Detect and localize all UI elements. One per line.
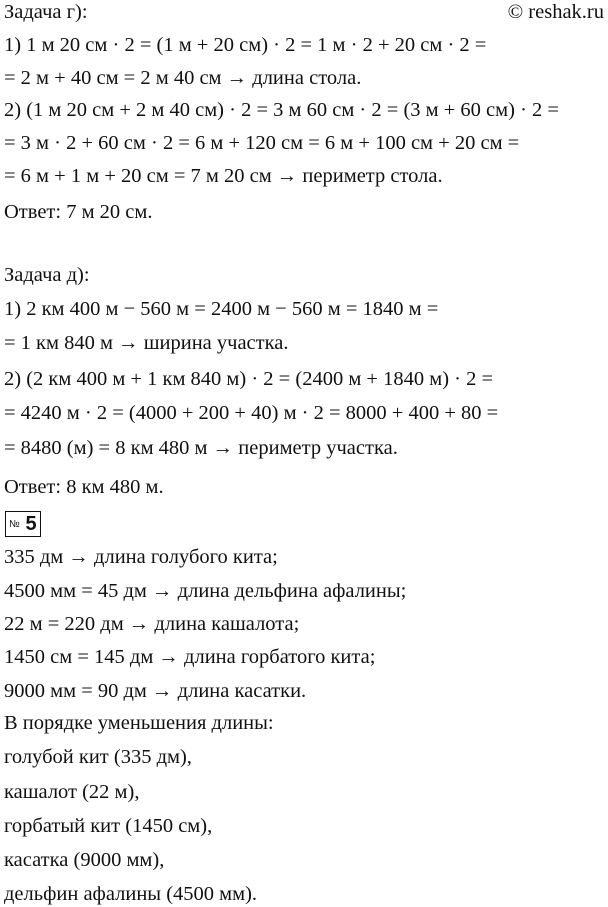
text-line: В порядке уменьшения длины:	[4, 712, 274, 734]
answer-line: Ответ: 7 м 20 см.	[4, 201, 153, 223]
task-g-title: Задача г):	[4, 1, 88, 23]
task-number-badge	[5, 511, 41, 537]
text-line: 2) (1 м 20 см + 2 м 40 см) · 2 = 3 м 60 см · 2 = (3 м + 60 см) · 2 =	[4, 99, 559, 121]
text-line: 22 м = 220 дм → длина кашалота;	[4, 613, 300, 635]
text-line: 1) 1 м 20 см · 2 = (1 м + 20 см) · 2 = 1 м · 2 + 20 см · 2 =	[4, 34, 487, 56]
text-line: касатка (9000 мм),	[4, 849, 165, 871]
text-line: = 8480 (м) = 8 км 480 м → периметр участка.	[4, 437, 398, 459]
text-line: горбатый кит (1450 см),	[4, 815, 213, 837]
text-line: 9000 мм = 90 дм → длина касатки.	[4, 680, 307, 702]
text-line: 1450 см = 145 дм → длина горбатого кита;	[4, 646, 376, 668]
text-line: = 1 км 840 м → ширина участка.	[4, 332, 289, 354]
text-line: = 3 м · 2 + 60 см · 2 = 6 м + 120 см = 6 м + 100 см + 20 см =	[4, 132, 520, 154]
task-d-title: Задача д):	[4, 264, 90, 286]
text-line: = 2 м + 40 см = 2 м 40 см → длина стола.	[4, 67, 362, 89]
text-line: 335 дм → длина голубого кита;	[4, 546, 278, 568]
task-number: 5	[25, 513, 37, 535]
watermark: © reshak.ru	[507, 1, 604, 23]
text-line: голубой кит (335 дм),	[4, 746, 192, 768]
text-line: 4500 мм = 45 дм → длина дельфина афалины;	[4, 580, 407, 602]
text-line: 1) 2 км 400 м − 560 м = 2400 м − 560 м = 1840 м =	[4, 298, 439, 320]
answer-line: Ответ: 8 км 480 м.	[4, 476, 164, 498]
text-line: = 4240 м · 2 = (4000 + 200 + 40) м · 2 = 8000 + 400 + 80 =	[4, 402, 499, 424]
text-line: = 6 м + 1 м + 20 см = 7 м 20 см → периметр стола.	[4, 165, 443, 187]
text-line: дельфин афалины (4500 мм).	[4, 883, 258, 905]
number-sign: №	[9, 519, 20, 530]
text-line: 2) (2 км 400 м + 1 км 840 м) · 2 = (2400 м + 1840 м) · 2 =	[4, 368, 494, 390]
text-line: кашалот (22 м),	[4, 781, 140, 803]
